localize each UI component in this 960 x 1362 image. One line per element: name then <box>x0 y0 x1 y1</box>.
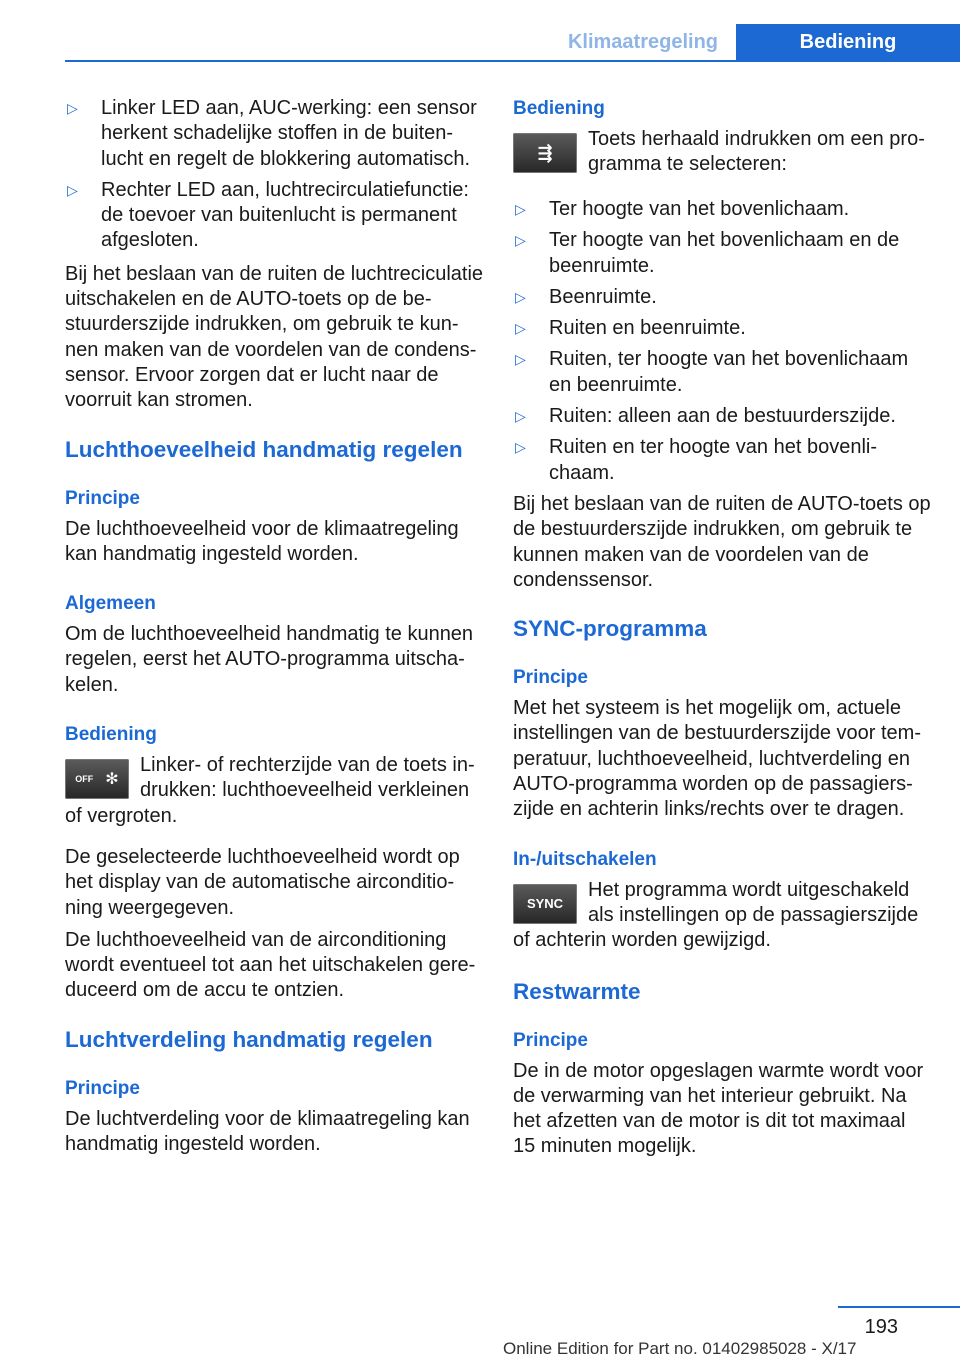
heading-distribution: Luchtverdeling handmatig regelen <box>65 1026 433 1052</box>
page-header <box>0 0 960 62</box>
right-column <box>513 96 933 1160</box>
triangle-bullet-icon: ▷ <box>515 288 526 305</box>
sync-button-label: SYNC <box>526 896 564 912</box>
list-item <box>513 285 933 310</box>
distribution-button-instruction <box>513 127 933 179</box>
fan-icon: ✻ <box>105 771 119 789</box>
paragraph-fan: Linker- of rechterzijde van de toets indrukken: luchthoeveelheid verkleinen of vergroten. <box>65 754 475 827</box>
list-item-text: Beenruimte. <box>549 285 657 308</box>
list-item-text: Ruiten: alleen aan de bestuurderszijde. <box>549 405 896 428</box>
list-item-text: Ter hoogte van het bovenlichaam. <box>549 198 850 220</box>
paragraph-principe-distribution: De luchtverdeling voor de klimaatregeling kan handmatig ingesteld worden. <box>65 1107 470 1156</box>
list-item <box>65 178 485 254</box>
paragraph-condens-right: Bij het beslaan van de ruiten de AUTO-toets op de bestuurderszijde indrukken, om gebruik te kunnen maken van de voordelen van de condenssensor. <box>513 492 931 591</box>
footer-rule <box>838 1306 960 1308</box>
triangle-bullet-icon: ▷ <box>515 320 526 337</box>
paragraph-accu: De luchthoeveelheid van de airconditioning wordt eventueel tot aan het uitschakelen gereduceerd om de accu te ontzien. <box>65 928 476 1002</box>
air-distribution-button-icon <box>513 133 577 173</box>
list-item <box>513 316 933 341</box>
section-tab-bediening: Bediening <box>736 24 960 60</box>
triangle-bullet-icon: ▷ <box>515 201 526 217</box>
section-tab-klimaatregeling: Klimaatregeling <box>567 31 719 53</box>
heading-restwarmte: Restwarmte <box>513 978 641 1004</box>
list-item-text: Rechter LED aan, luchtrecirculatiefunctie: de toevoer van buitenlucht is permanent afgesloten. <box>101 178 469 252</box>
subheading-principe: Principe <box>65 487 140 509</box>
list-item-text: Ruiten en ter hoogte van het bovenlichaam. <box>549 436 878 484</box>
header-rule <box>65 60 960 62</box>
subheading-principe: Principe <box>65 1077 140 1099</box>
triangle-bullet-icon: ▷ <box>515 232 526 249</box>
list-item <box>513 197 933 222</box>
subheading-in-uitschakelen: In-/uitschakelen <box>513 848 657 870</box>
fan-button-instruction <box>65 753 485 829</box>
sync-button-icon <box>513 884 577 924</box>
paragraph-sync: Met het systeem is het mogelijk om, actuele instellingen van de bestuurderszijde voor temperatuur, luchthoeveelheid, luchtverdeling en AUTO-programma worden op de passagierszijde en achterin links/rechts over te dragen. <box>513 697 922 821</box>
list-item <box>513 404 933 429</box>
triangle-bullet-icon: ▷ <box>67 100 78 116</box>
paragraph-inuit: Het programma wordt uitgeschakeld als instellingen op de passagierszijde of achterin worden gewijzigd. <box>513 878 919 952</box>
paragraph-condens: Bij het beslaan van de ruiten de luchtreciculatie uitschakelen en de AUTO-toets op de bestuurderszijde indrukken, om gebruik te kunnen maken van de voordelen van de condenssensor. Ervoor zorgen dat er lucht naar de voorruit kan stromen. <box>65 262 484 412</box>
subheading-algemeen: Algemeen <box>65 593 156 615</box>
triangle-bullet-icon: ▷ <box>515 439 526 456</box>
subheading-principe: Principe <box>513 667 588 689</box>
triangle-bullet-icon: ▷ <box>515 408 526 425</box>
page-number: 193 <box>864 1316 898 1338</box>
sync-button-instruction <box>513 878 933 954</box>
list-item-text: Ruiten en beenruimte. <box>549 317 746 340</box>
list-item <box>513 435 933 486</box>
paragraph-algemeen: Om de luchthoeveelheid handmatig te kunnen regelen, eerst het AUTO-programma uitschakelen. <box>65 623 474 696</box>
list-item-text: Linker LED aan, AUC-werking: een sensor herkent schadelijke stoffen in de buitenlucht en regelt de blokkering automatisch. <box>101 97 477 170</box>
list-item <box>513 347 933 398</box>
paragraph-select-program: Toets herhaald indrukken om een programma te selecteren: <box>588 128 925 176</box>
fan-off-label: OFF <box>75 774 94 785</box>
fan-button-icon <box>65 759 129 799</box>
left-column <box>65 96 485 1157</box>
triangle-bullet-icon: ▷ <box>67 181 78 198</box>
subheading-bediening: Bediening <box>65 724 157 746</box>
heading-sync: SYNC-programma <box>513 616 707 642</box>
heading-airflow: Luchthoeveelheid handmatig regelen <box>65 436 463 462</box>
paragraph-principe: De luchthoeveelheid voor de klimaatregeling kan handmatig ingesteld worden. <box>65 517 459 565</box>
subheading-principe: Principe <box>513 1029 588 1051</box>
paragraph-display: De geselecteerde luchthoeveelheid wordt op het display van de automatische airconditioning weergegeven. <box>65 845 460 919</box>
air-distribution-icon: ⇶ <box>537 142 553 163</box>
list-item <box>513 228 933 279</box>
list-item-text: Ruiten, ter hoogte van het bovenlichaam en beenruimte. <box>549 348 909 396</box>
triangle-bullet-icon: ▷ <box>515 351 526 368</box>
paragraph-restwarmte: De in de motor opgeslagen warmte wordt voor de verwarming van het interieur gebruikt. Na het afzetten van de motor is dit tot maximaal 15 minuten mogelijk. <box>513 1059 924 1158</box>
subheading-bediening: Bediening <box>513 98 605 119</box>
list-item <box>65 96 485 172</box>
list-item-text: Ter hoogte van het bovenlichaam en de beenruimte. <box>549 229 900 277</box>
distribution-list <box>513 197 933 486</box>
edition-footer: Online Edition for Part no. 01402985028 - X/17 <box>503 1339 857 1358</box>
